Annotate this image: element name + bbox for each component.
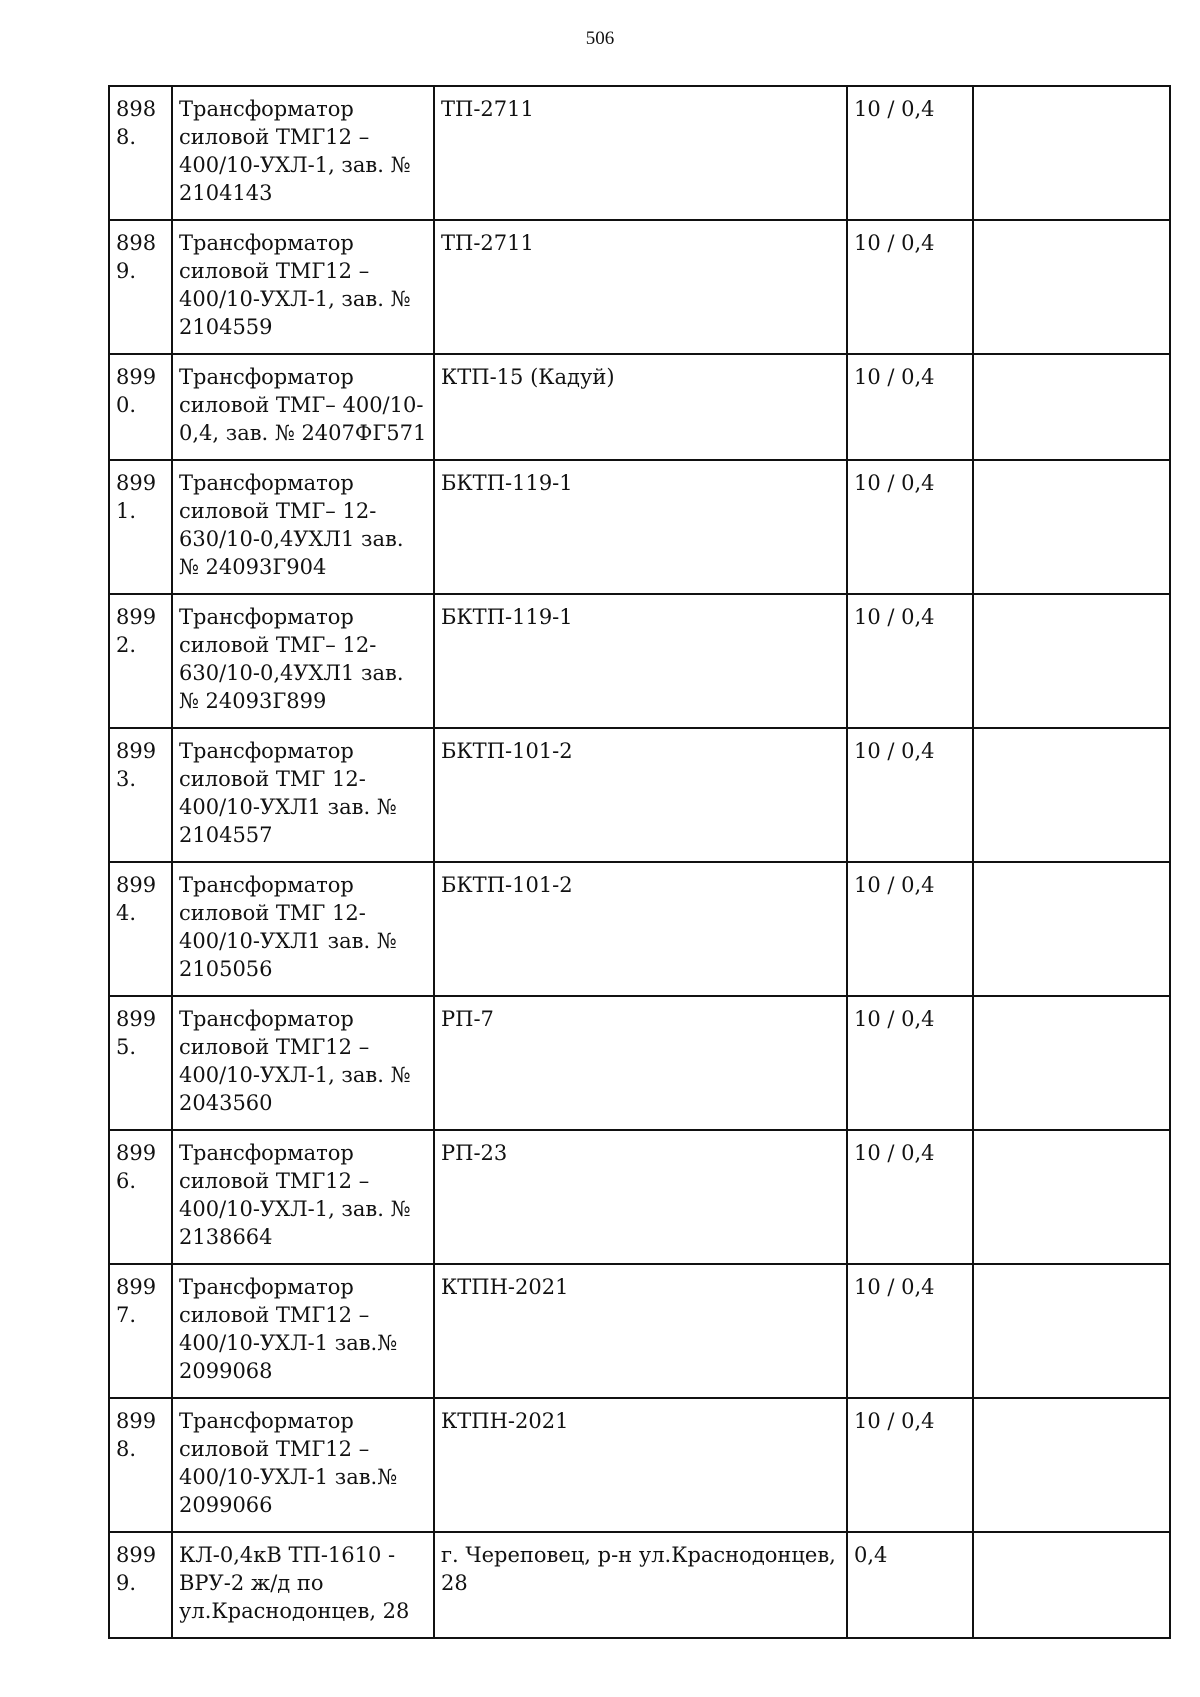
object-name: Трансформатор силовой ТМГ12 – 400/10-УХЛ-1, зав. № 2104559 bbox=[172, 220, 434, 354]
row-number: 8988. bbox=[109, 86, 172, 220]
table-row bbox=[109, 594, 1170, 728]
object-location: ТП-2711 bbox=[434, 86, 847, 220]
registry-table bbox=[108, 85, 1171, 1639]
object-location: КТП-15 (Кадуй) bbox=[434, 354, 847, 460]
extra-cell bbox=[973, 1130, 1170, 1264]
object-name: КЛ-0,4кВ ТП-1610 - ВРУ-2 ж/д по ул.Краснодонцев, 28 bbox=[172, 1532, 434, 1638]
extra-cell bbox=[973, 594, 1170, 728]
extra-cell bbox=[973, 728, 1170, 862]
extra-cell bbox=[973, 996, 1170, 1130]
voltage-class: 10 / 0,4 bbox=[847, 86, 973, 220]
extra-cell bbox=[973, 862, 1170, 996]
table-row bbox=[109, 862, 1170, 996]
object-location: БКТП-119-1 bbox=[434, 594, 847, 728]
table-row bbox=[109, 1532, 1170, 1638]
row-number: 8994. bbox=[109, 862, 172, 996]
object-name: Трансформатор силовой ТМГ12 – 400/10-УХЛ-1, зав. № 2104143 bbox=[172, 86, 434, 220]
object-name: Трансформатор силовой ТМГ12 – 400/10-УХЛ-1 зав.№ 2099066 bbox=[172, 1398, 434, 1532]
extra-cell bbox=[973, 1532, 1170, 1638]
table-row bbox=[109, 354, 1170, 460]
voltage-class: 10 / 0,4 bbox=[847, 594, 973, 728]
extra-cell bbox=[973, 460, 1170, 594]
object-location: ТП-2711 bbox=[434, 220, 847, 354]
row-number: 8995. bbox=[109, 996, 172, 1130]
table-row bbox=[109, 1130, 1170, 1264]
voltage-class: 10 / 0,4 bbox=[847, 354, 973, 460]
extra-cell bbox=[973, 1398, 1170, 1532]
voltage-class: 10 / 0,4 bbox=[847, 1398, 973, 1532]
extra-cell bbox=[973, 220, 1170, 354]
voltage-class: 10 / 0,4 bbox=[847, 1264, 973, 1398]
table-row bbox=[109, 460, 1170, 594]
voltage-class: 10 / 0,4 bbox=[847, 460, 973, 594]
object-location: БКТП-101-2 bbox=[434, 728, 847, 862]
voltage-class: 10 / 0,4 bbox=[847, 862, 973, 996]
extra-cell bbox=[973, 1264, 1170, 1398]
object-name: Трансформатор силовой ТМГ12 – 400/10-УХЛ-1, зав. № 2138664 bbox=[172, 1130, 434, 1264]
object-location: г. Череповец, р-н ул.Краснодонцев, 28 bbox=[434, 1532, 847, 1638]
voltage-class: 10 / 0,4 bbox=[847, 1130, 973, 1264]
object-name: Трансформатор силовой ТМГ– 400/10-0,4, зав. № 2407ФГ571 bbox=[172, 354, 434, 460]
row-number: 8998. bbox=[109, 1398, 172, 1532]
object-location: БКТП-119-1 bbox=[434, 460, 847, 594]
object-name: Трансформатор силовой ТМГ12 – 400/10-УХЛ-1, зав. № 2043560 bbox=[172, 996, 434, 1130]
object-name: Трансформатор силовой ТМГ– 12-630/10-0,4УХЛ1 зав. № 24093Г899 bbox=[172, 594, 434, 728]
voltage-class: 10 / 0,4 bbox=[847, 220, 973, 354]
row-number: 8989. bbox=[109, 220, 172, 354]
table-row bbox=[109, 996, 1170, 1130]
table-row bbox=[109, 86, 1170, 220]
object-name: Трансформатор силовой ТМГ 12-400/10-УХЛ1 зав. № 2105056 bbox=[172, 862, 434, 996]
object-name: Трансформатор силовой ТМГ12 – 400/10-УХЛ-1 зав.№ 2099068 bbox=[172, 1264, 434, 1398]
row-number: 8990. bbox=[109, 354, 172, 460]
object-location: КТПН-2021 bbox=[434, 1398, 847, 1532]
row-number: 8996. bbox=[109, 1130, 172, 1264]
table-row bbox=[109, 1264, 1170, 1398]
extra-cell bbox=[973, 354, 1170, 460]
table-row bbox=[109, 728, 1170, 862]
voltage-class: 10 / 0,4 bbox=[847, 996, 973, 1130]
row-number: 8993. bbox=[109, 728, 172, 862]
table-row bbox=[109, 220, 1170, 354]
row-number: 8991. bbox=[109, 460, 172, 594]
object-location: РП-7 bbox=[434, 996, 847, 1130]
object-location: КТПН-2021 bbox=[434, 1264, 847, 1398]
row-number: 8999. bbox=[109, 1532, 172, 1638]
voltage-class: 10 / 0,4 bbox=[847, 728, 973, 862]
object-location: РП-23 bbox=[434, 1130, 847, 1264]
voltage-class: 0,4 bbox=[847, 1532, 973, 1638]
extra-cell bbox=[973, 86, 1170, 220]
object-name: Трансформатор силовой ТМГ 12-400/10-УХЛ1 зав. № 2104557 bbox=[172, 728, 434, 862]
object-location: БКТП-101-2 bbox=[434, 862, 847, 996]
row-number: 8992. bbox=[109, 594, 172, 728]
object-name: Трансформатор силовой ТМГ– 12-630/10-0,4УХЛ1 зав. № 24093Г904 bbox=[172, 460, 434, 594]
row-number: 8997. bbox=[109, 1264, 172, 1398]
table-row bbox=[109, 1398, 1170, 1532]
page-number: 506 bbox=[585, 28, 615, 49]
